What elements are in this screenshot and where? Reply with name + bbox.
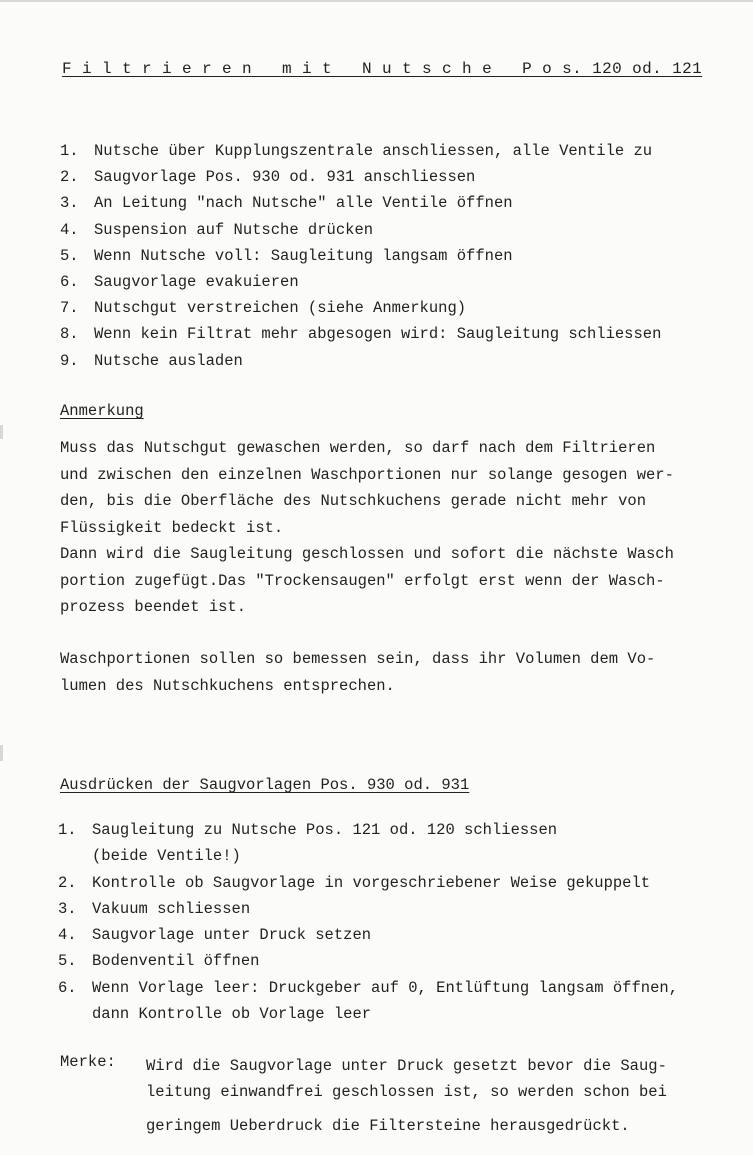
list-item: 7. Nutschgut verstreichen (siehe Anmerkung)	[60, 299, 467, 318]
text-line: portion zugefügt.Das "Trockensaugen" erfolgt erst wenn der Wasch-	[60, 571, 665, 590]
scan-mark-left-2	[0, 745, 3, 761]
ausdruecken-heading: Ausdrücken der Saugvorlagen Pos. 930 od. 931	[60, 776, 470, 794]
list-item-continuation: dann Kontrolle ob Vorlage leer	[92, 1005, 372, 1024]
merke-label: Merke:	[60, 1053, 116, 1071]
text-line: Wird die Saugvorlage unter Druck gesetzt bevor die Saug-	[146, 1057, 667, 1075]
list-item-continuation: (beide Ventile!)	[92, 847, 241, 866]
text-line: prozess beendet ist.	[60, 598, 247, 616]
list-item: 4. Saugvorlage unter Druck setzen	[58, 926, 372, 945]
text-line: leitung einwandfrei geschlossen ist, so werden schon bei	[146, 1083, 667, 1101]
list-item: 5. Bodenventil öffnen	[58, 952, 260, 971]
scan-mark-left-1	[0, 425, 3, 439]
list-item: 6. Wenn Vorlage leer: Druckgeber auf 0, Entlüftung langsam öffnen,	[58, 978, 678, 997]
merke-text	[146, 1053, 753, 1139]
filtration-steps-list	[60, 138, 661, 374]
text-line: Flüssigkeit bedeckt ist.	[60, 518, 284, 537]
list-item: 8. Wenn kein Filtrat mehr abgesogen wird: Saugleitung schliessen	[60, 325, 662, 344]
ausdruecken-steps-list	[58, 817, 678, 1027]
scan-mark-top	[0, 0, 753, 2]
text-line: den, bis die Oberfläche des Nutschkuchens gerade nicht mehr von	[60, 492, 646, 510]
list-item: 6. Saugvorlage evakuieren	[60, 273, 299, 292]
text-line: geringem Ueberdruck die Filtersteine herausgedrückt.	[146, 1117, 630, 1135]
text-line: Dann wird die Saugleitung geschlossen und sofort die nächste Wasch	[60, 545, 674, 563]
list-item: 3. An Leitung "nach Nutsche" alle Ventile öffnen	[60, 194, 513, 213]
list-item: 1. Saugleitung zu Nutsche Pos. 121 od. 120 schliessen	[58, 821, 558, 839]
list-item: 4. Suspension auf Nutsche drücken	[60, 220, 374, 239]
text-line: lumen des Nutschkuchens entsprechen.	[60, 676, 395, 695]
text-line: Waschportionen sollen so bemessen sein, dass ihr Volumen dem Vo-	[60, 650, 656, 668]
text-line: Muss das Nutschgut gewaschen werden, so darf nach dem Filtrieren	[60, 439, 656, 457]
document-title: F i l t r i e r e n m i t N u t s c h e P o s. 120 od. 121	[62, 60, 703, 78]
anmerkung-paragraph-2	[60, 646, 750, 699]
list-item: 2. Saugvorlage Pos. 930 od. 931 anschliessen	[60, 168, 476, 187]
list-item: 2. Kontrolle ob Saugvorlage in vorgeschriebener Weise gekuppelt	[58, 873, 651, 892]
list-item: 5. Wenn Nutsche voll: Saugleitung langsam öffnen	[60, 246, 513, 265]
anmerkung-paragraph-1	[60, 435, 750, 621]
list-item: 1. Nutsche über Kupplungszentrale anschliessen, alle Ventile zu	[60, 142, 653, 160]
anmerkung-heading: Anmerkung	[60, 402, 144, 420]
list-item: 9. Nutsche ausladen	[60, 351, 243, 370]
list-item: 3. Vakuum schliessen	[58, 899, 251, 918]
text-line: und zwischen den einzelnen Waschportionen nur solange gesogen wer-	[60, 465, 674, 484]
